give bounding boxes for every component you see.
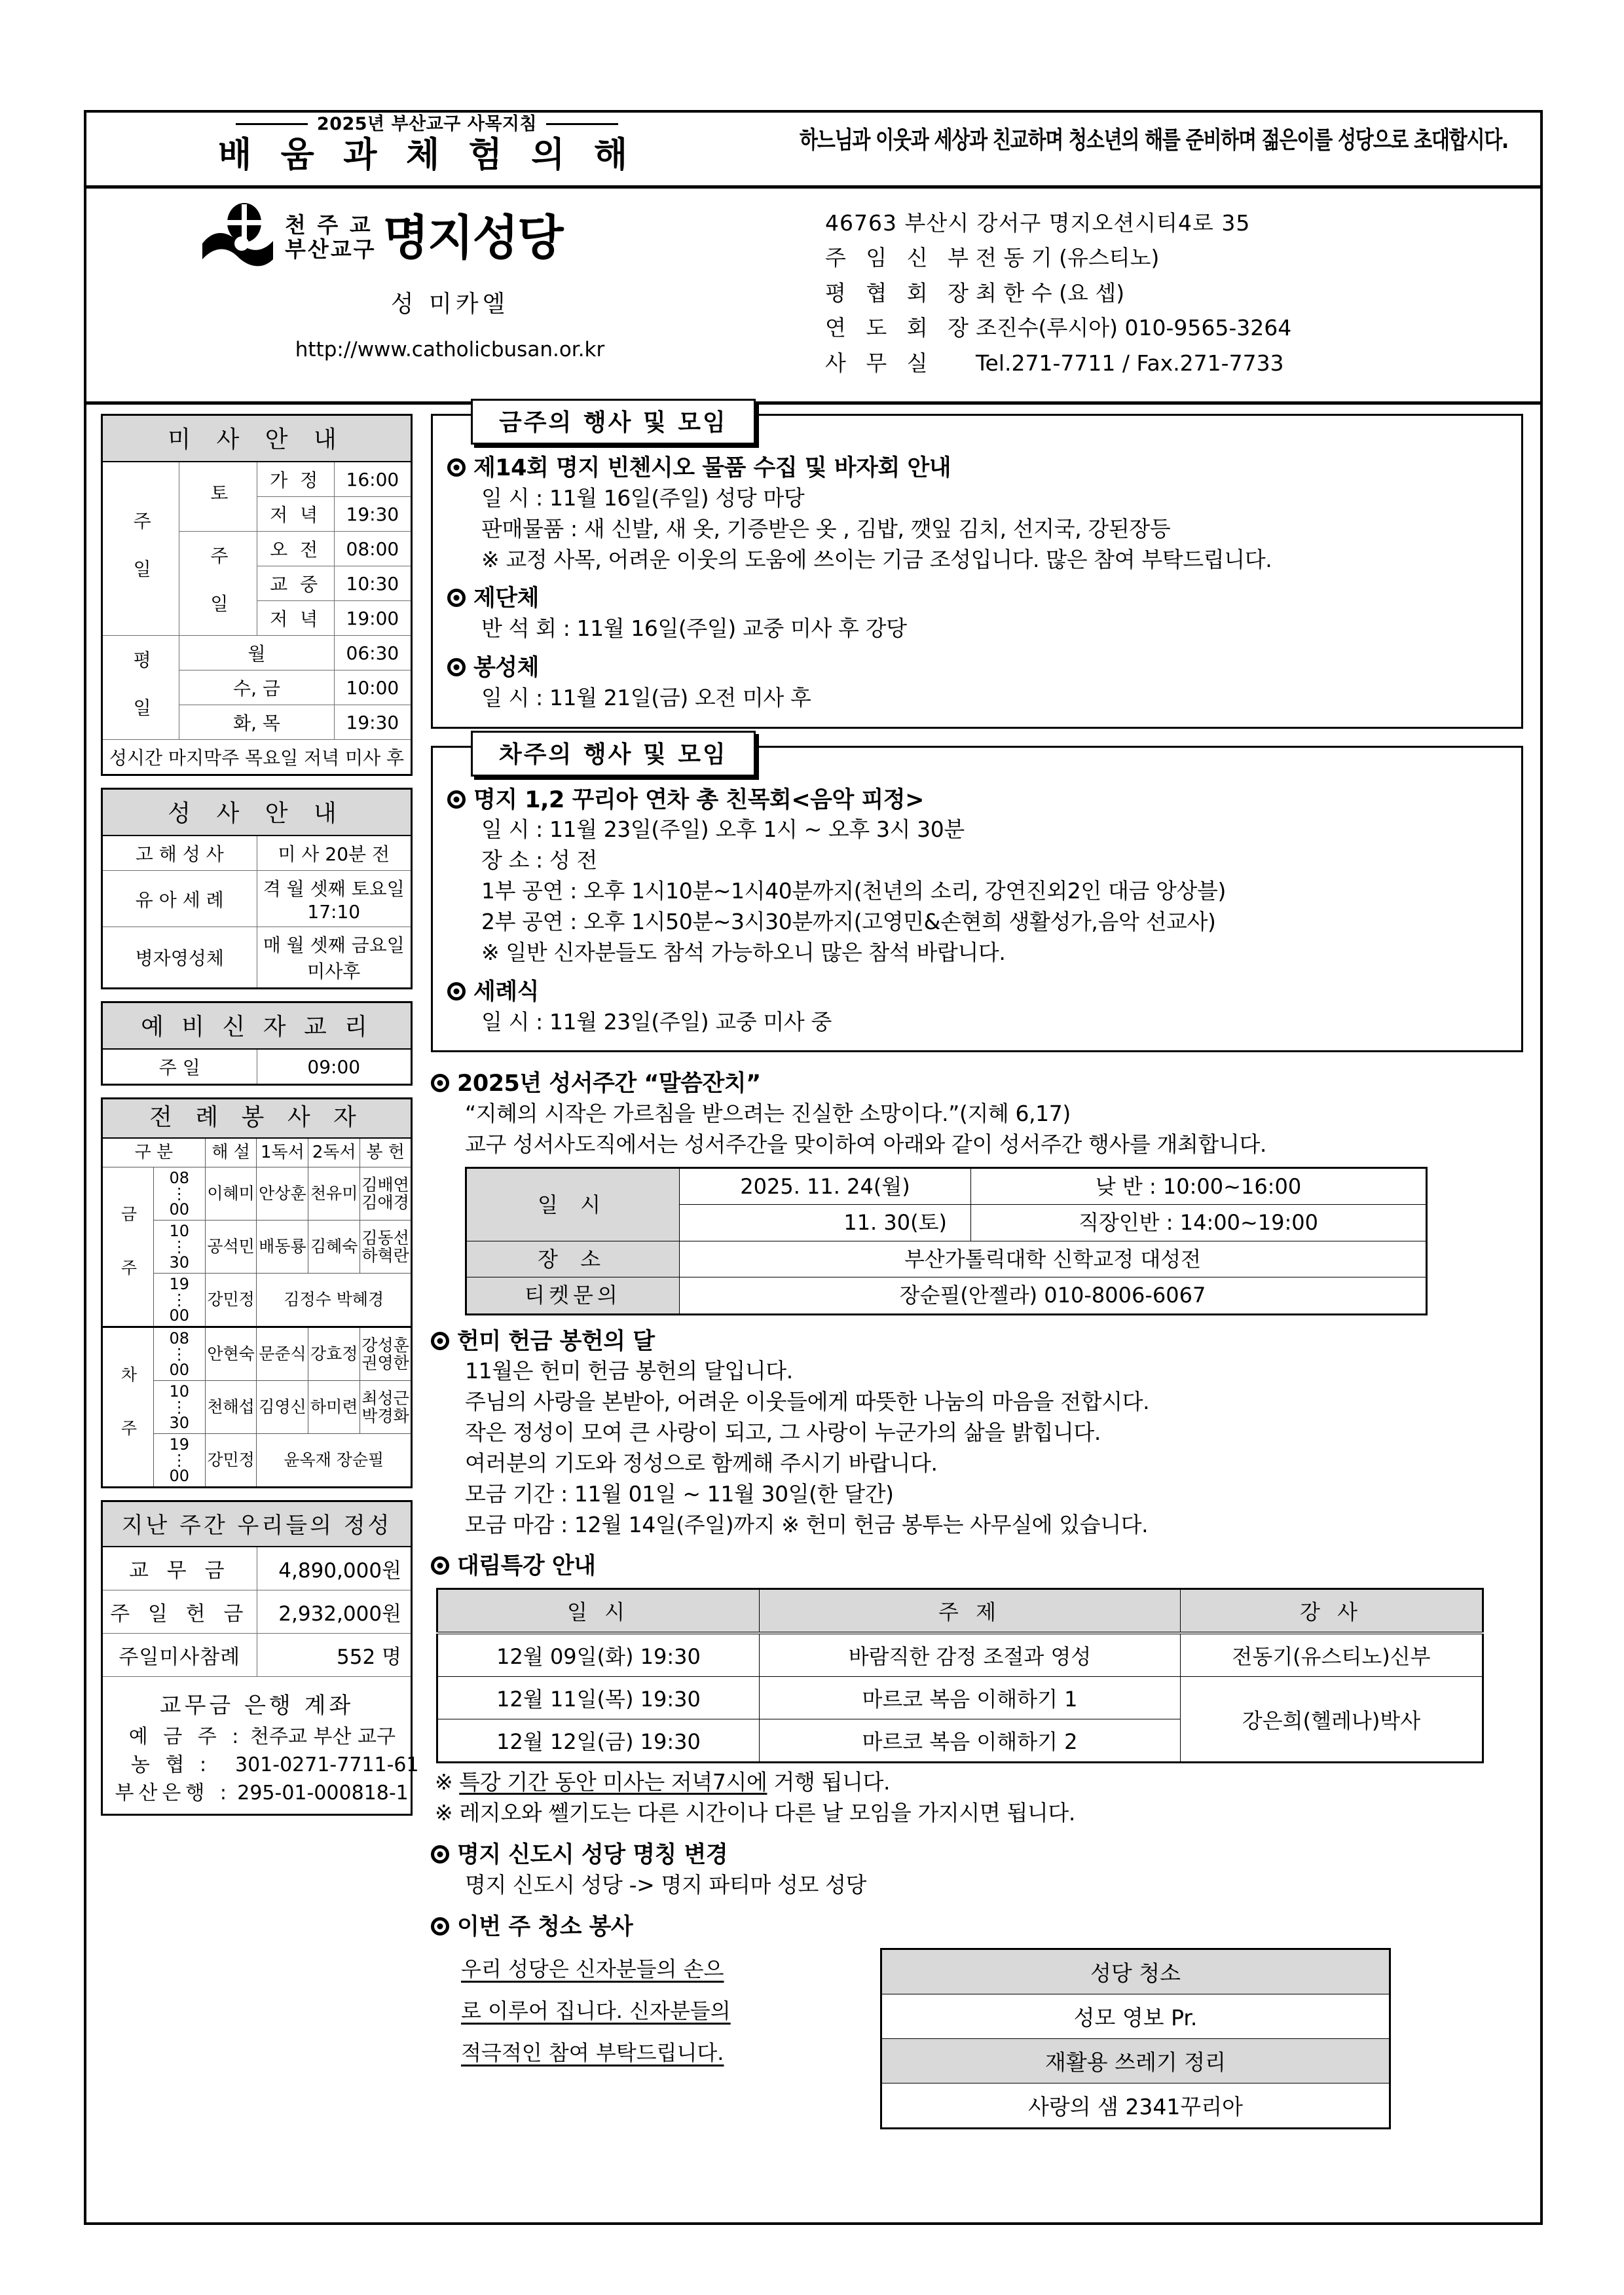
- table-row: [881, 1949, 1390, 1994]
- bible-slot-1: 낮 반 : 10:00~16:00: [971, 1167, 1427, 1204]
- bank-label: 농 협 :: [130, 1753, 212, 1777]
- note-mark-icon: ※: [435, 1800, 453, 1826]
- rename-line: 명지 신도시 성당 -> 명지 파티마 성모 성당: [465, 1871, 867, 1898]
- donation-line: 모금 마감 : 12월 14일(주일)까지 ※ 헌미 헌금 봉투는 사무실에 있습니다.: [465, 1511, 1149, 1537]
- server-reading1: 김영신: [257, 1381, 308, 1434]
- contact-row-council: [825, 276, 1540, 310]
- table-row: [102, 1167, 412, 1221]
- time-min: 00: [169, 1467, 190, 1486]
- time-hour: 10: [169, 1382, 190, 1401]
- event-line: 반 석 회 : 11월 16일(주일) 교중 미사 후 강당: [481, 615, 907, 642]
- event-line: 일 시 : 11월 23일(주일) 오후 1시 ~ 오후 3시 30분: [481, 817, 965, 843]
- advent-lecture-table: [436, 1588, 1484, 1763]
- bullet-dot-icon: [447, 790, 466, 809]
- server-reading2: 강효정: [308, 1327, 360, 1381]
- bible-week-heading-text: 2025년 성서주간 “말씀잔치”: [457, 1071, 761, 1097]
- cleaning-appeal-line: 적극적인 참여 부탁드립니다.: [461, 2040, 724, 2066]
- mass-time-cell: 10 ⋮ 30: [153, 1381, 205, 1434]
- bank-value: 천주교 부산 교구: [250, 1725, 396, 1749]
- website-url[interactable]: http://www.catholicbusan.or.kr: [295, 338, 605, 361]
- recycling-duty-title: 재활용 쓰레기 정리: [881, 2039, 1390, 2084]
- next-week-events-box: [431, 741, 1523, 1053]
- offering-name-2: 권영한: [361, 1353, 409, 1373]
- contact-label: 평 협 회 장: [825, 280, 975, 306]
- bible-date-2: 11. 30(토): [680, 1205, 971, 1241]
- mass-time: 10:30: [334, 566, 411, 601]
- note-mark-icon: ※: [435, 1769, 453, 1795]
- event-heading-text: 세례식: [473, 978, 539, 1005]
- time-min: 30: [169, 1414, 190, 1433]
- time-hour: 10: [169, 1222, 190, 1241]
- patron-saint: 성 미카엘: [390, 291, 509, 318]
- event-line: 장 소 : 성 전: [481, 847, 597, 873]
- bank-label: 예 금 주 :: [128, 1725, 244, 1749]
- col-header-division: 구 분: [102, 1138, 206, 1167]
- mass-kind: 수, 금: [179, 670, 335, 705]
- server-offering: [360, 1327, 412, 1381]
- bible-ticket-label: 티켓문의: [466, 1277, 680, 1314]
- this-week-events-title: 금주의 행사 및 모임: [471, 399, 756, 445]
- catechumen-title: 예 비 신 자 교 리: [102, 1002, 412, 1050]
- table-row: [881, 2039, 1390, 2084]
- mass-saturday-label: 토: [207, 483, 229, 505]
- mass-schedule-table: [101, 414, 413, 776]
- cleaning-duty-table: [880, 1948, 1391, 2129]
- body-columns: [86, 405, 1540, 2222]
- table-row: [466, 1241, 1427, 1277]
- mass-sunday-label: 주 일: [130, 511, 153, 581]
- bullet-dot-icon: [447, 589, 466, 607]
- event-item: [447, 978, 1507, 1038]
- offering-label: 주 일 헌 금: [102, 1590, 257, 1634]
- bible-week-intro: 교구 성서사도직에서는 성서주간을 맞이하여 아래와 같이 성서주간 행사를 개최합니다.: [465, 1131, 1267, 1158]
- server-commentary: 안현숙: [205, 1327, 257, 1381]
- cleaning-heading-text: 이번 주 청소 봉사: [457, 1913, 633, 1940]
- time-min: 00: [169, 1361, 190, 1380]
- event-line: ※ 교정 사목, 어려운 이웃의 도움에 쓰이는 기금 조성입니다. 많은 참여 부탁드립니다.: [481, 546, 1272, 572]
- church-wordmark: [285, 210, 563, 266]
- advent-item: [431, 1552, 1523, 1829]
- col-header-commentary: 해 설: [205, 1138, 257, 1167]
- cleaning-duty-group: 성모 영보 Pr.: [881, 1994, 1390, 2039]
- mass-time-cell: 19 ⋮ 00: [153, 1434, 205, 1488]
- bank-value: 301-0271-7711-61: [235, 1753, 419, 1777]
- server-merged: 윤옥재 장순필: [257, 1434, 412, 1488]
- server-offering: [360, 1167, 412, 1221]
- mass-sundayday-label: 주 일: [207, 546, 229, 616]
- donation-item: [431, 1327, 1523, 1541]
- left-column: [86, 405, 420, 2222]
- server-reading2: 김혜숙: [308, 1221, 360, 1274]
- sacrament-title: 성 사 안 내: [102, 789, 412, 836]
- advent-datetime: 12월 12일(금) 19:30: [437, 1719, 760, 1763]
- church-wordmark-small: [285, 213, 377, 262]
- church-logo-row: [201, 203, 563, 272]
- sacrament-value: 격 월 셋째 토요일 17:10: [257, 871, 412, 927]
- time-min: 00: [169, 1200, 190, 1219]
- table-row: [466, 1167, 1427, 1204]
- event-item: [447, 786, 1507, 968]
- bible-week-heading: [431, 1069, 1523, 1099]
- church-name: 명지성당: [382, 210, 563, 266]
- masthead: [86, 113, 1540, 189]
- bullet-dot-icon: [431, 1332, 449, 1350]
- this-week-events-box: [431, 409, 1523, 729]
- bible-place-label: 장 소: [466, 1241, 680, 1277]
- catechumen-time: 09:00: [257, 1049, 412, 1085]
- bullet-dot-icon: [431, 1917, 449, 1936]
- donation-line: 여러분의 기도와 정성으로 함께해 주시기 바랍니다.: [465, 1450, 938, 1476]
- col-header-reading1: 1독서: [257, 1138, 308, 1167]
- event-heading-text: 제14회 명지 빈첸시오 물품 수집 및 바자회 안내: [473, 455, 951, 481]
- bullet-dot-icon: [431, 1556, 449, 1575]
- bullet-dot-icon: [431, 1074, 449, 1092]
- sacrament-label: 병자영성체: [102, 927, 257, 989]
- next-week-events-title: 차주의 행사 및 모임: [471, 731, 756, 777]
- bank-label: 부산은행 :: [115, 1781, 232, 1805]
- col-header-reading2: 2독서: [308, 1138, 360, 1167]
- advent-topic: 마르코 복음 이해하기 1: [760, 1677, 1181, 1719]
- table-row: [881, 1994, 1390, 2039]
- mass-time: 19:00: [334, 601, 411, 636]
- advent-note-rest: 레지오와 쎌기도는 다른 시간이나 다른 날 모임을 가지시면 됩니다.: [459, 1800, 1075, 1826]
- mass-kind: 저 녁: [257, 497, 334, 532]
- donation-line: 작은 정성이 모여 큰 사랑이 되고, 그 사랑이 누군가의 삶을 밝힙니다.: [465, 1420, 1101, 1446]
- offering-name-1: 강성훈: [361, 1335, 409, 1355]
- mass-kind: 오 전: [257, 532, 334, 566]
- contact-label: 주 임 신 부: [825, 245, 975, 271]
- advent-note-2: [435, 1798, 1523, 1829]
- event-line: 일 시 : 11월 21일(금) 오전 미사 후: [481, 684, 811, 710]
- contact-value: Tel.271-7711 / Fax.271-7733: [976, 350, 1284, 376]
- bullet-dot-icon: [447, 658, 466, 676]
- contact-label: 사 무 실: [825, 350, 934, 376]
- advent-col-lecturer: 강 사: [1181, 1589, 1483, 1634]
- contact-label: 연 도 회 장: [825, 315, 975, 341]
- time-min: 30: [169, 1253, 190, 1272]
- offering-value: 4,890,000원: [257, 1547, 412, 1590]
- cleaning-appeal-line: 우리 성당은 신자분들의 손으: [461, 1956, 724, 1982]
- event-heading: [447, 786, 1507, 815]
- identity-left: [86, 189, 813, 401]
- server-commentary: 이혜미: [205, 1167, 257, 1221]
- table-row: [437, 1677, 1483, 1719]
- server-commentary: 천해섭: [205, 1381, 257, 1434]
- mass-time: 16:00: [334, 462, 411, 497]
- bible-ticket-value: 장순필(안젤라) 010-8006-6067: [680, 1277, 1427, 1314]
- wordmark-diocese: 부산교구: [285, 236, 377, 262]
- rename-item: [431, 1841, 1523, 1901]
- mass-time-cell: 08 ⋮ 00: [153, 1167, 205, 1221]
- offerings-table: [101, 1500, 419, 1816]
- rule-left: [236, 123, 308, 125]
- table-header-row: [437, 1589, 1483, 1634]
- pastoral-guideline: [236, 115, 618, 133]
- offering-name-1: 김동선: [361, 1228, 409, 1247]
- event-heading: [447, 584, 1507, 614]
- event-item: [447, 454, 1507, 575]
- event-line: 2부 공연 : 오후 1시50분~3시30분까지(고영민&손현희 생활성가,음악 선교사): [481, 909, 1216, 935]
- bible-place-value: 부산가톨릭대학 신학교정 대성전: [680, 1241, 1427, 1277]
- server-offering: [360, 1221, 412, 1274]
- offering-label: 주일미사참례: [102, 1634, 257, 1677]
- bible-week-item: [431, 1069, 1523, 1315]
- bank-value: 295-01-000818-1: [237, 1781, 409, 1805]
- offering-name-1: 최성근: [361, 1388, 409, 1408]
- col-header-offering: 봉 헌: [360, 1138, 412, 1167]
- bible-week-quote: “지혜의 시작은 가르침을 받으려는 진실한 소망이다.”(지혜 6,17): [465, 1101, 1071, 1127]
- server-commentary: 강민정: [205, 1434, 257, 1488]
- contact-value: 최 한 수 (요 셉): [976, 280, 1125, 306]
- cleaning-appeal-line: 로 이루어 집니다. 신자분들의: [461, 1998, 731, 2024]
- offering-name-1: 김배연: [361, 1175, 409, 1194]
- advent-heading-text: 대림특강 안내: [457, 1553, 596, 1580]
- event-heading-text: 명지 1,2 꾸리아 연차 총 친목회<음악 피정>: [473, 786, 924, 813]
- sacrament-label: 고 해 성 사: [102, 835, 257, 871]
- bank-row-nonghyup: [103, 1752, 419, 1780]
- offering-value: 552 명: [257, 1634, 412, 1677]
- cleaning-item: [431, 1913, 1523, 2130]
- time-min: 00: [169, 1306, 190, 1325]
- year-theme-title: 배 움 과 체 험 의 해: [217, 135, 637, 175]
- offering-name-2: 하혁란: [361, 1246, 409, 1266]
- advent-topic: 마르코 복음 이해하기 2: [760, 1719, 1181, 1763]
- bullet-dot-icon: [447, 982, 466, 1001]
- rename-heading: [431, 1841, 1523, 1870]
- liturgy-servers-title: 전 례 봉 사 자: [102, 1099, 412, 1139]
- event-line: 판매물품 : 새 신발, 새 옷, 기증받은 옷 , 김밥, 깻잎 김치, 선지국, 강된장등: [481, 515, 1171, 542]
- sacrament-table: [101, 788, 413, 989]
- this-week-label: 금 주: [118, 1205, 138, 1285]
- bank-row-busanbank: [103, 1780, 411, 1814]
- advent-datetime: 12월 09일(화) 19:30: [437, 1633, 760, 1677]
- donation-line: 모금 기간 : 11월 01일 ~ 11월 30일(한 달간): [465, 1480, 894, 1507]
- event-heading: [447, 978, 1507, 1007]
- event-item: [447, 653, 1507, 714]
- server-reading1: 안상훈: [257, 1167, 308, 1221]
- mass-time: 10:00: [334, 670, 411, 705]
- mass-weekday-label: 평 일: [130, 650, 153, 720]
- cleaning-appeal-text: [461, 1948, 854, 2074]
- table-row: [437, 1633, 1483, 1677]
- table-row: [881, 2084, 1390, 2129]
- bible-datetime-label: 일 시: [466, 1167, 680, 1241]
- mass-time: 19:30: [334, 497, 411, 532]
- event-heading-text: 봉성체: [473, 655, 539, 682]
- identity-band: [86, 189, 1540, 405]
- event-line: 일 시 : 11월 23일(주일) 교중 미사 중: [481, 1008, 832, 1035]
- mass-time: 08:00: [334, 532, 411, 566]
- cleaning-heading: [431, 1913, 1523, 1942]
- table-row: [102, 1327, 412, 1381]
- cleaning-duty-title: 성당 청소: [881, 1949, 1390, 1994]
- event-heading-text: 제단체: [473, 585, 539, 612]
- server-reading2: 하미련: [308, 1381, 360, 1434]
- mass-time-cell: 08 ⋮ 00: [153, 1327, 205, 1381]
- mass-time-cell: 10 ⋮ 30: [153, 1221, 205, 1274]
- table-row: [466, 1277, 1427, 1314]
- right-column: [420, 405, 1540, 2222]
- server-offering: [360, 1381, 412, 1434]
- offering-label: 교 무 금: [102, 1547, 257, 1590]
- bullet-dot-icon: [447, 458, 466, 477]
- masthead-right: [767, 113, 1540, 185]
- mass-kind: 저 녁: [257, 601, 334, 636]
- advent-note-rest: 거행 됩니다.: [767, 1769, 891, 1795]
- offering-value: 2,932,000원: [257, 1590, 412, 1634]
- time-hour: 08: [169, 1329, 190, 1348]
- bible-slot-2: 직장인반 : 14:00~19:00: [971, 1205, 1427, 1241]
- advent-note-1: [435, 1767, 1523, 1798]
- sacrament-label: 유 아 세 례: [102, 871, 257, 927]
- contact-row-pastor: [825, 240, 1540, 275]
- mass-kind: 월: [179, 636, 335, 670]
- mass-kind: 화, 목: [179, 705, 335, 740]
- wordmark-catholic: 천 주 교: [285, 212, 373, 238]
- identity-right: [813, 189, 1540, 401]
- contact-value: 조진수(루시아) 010-9565-3264: [976, 315, 1292, 341]
- advent-col-datetime: 일 시: [437, 1589, 760, 1634]
- offerings-title: 지난 주간 우리들의 정성: [102, 1501, 412, 1547]
- cleaning-content: [431, 1948, 1523, 2129]
- recycling-duty-group: 사랑의 샘 2341꾸리아: [881, 2084, 1390, 2129]
- next-week-label: 차 주: [118, 1365, 138, 1445]
- advent-topic: 바람직한 감정 조절과 영성: [760, 1633, 1181, 1677]
- diocese-logo-icon: [201, 203, 274, 272]
- rename-heading-text: 명지 신도시 성당 명칭 변경: [457, 1841, 728, 1868]
- sacrament-value: 매 월 셋째 금요일 미사후: [257, 927, 412, 989]
- server-merged: 김정수 박혜경: [257, 1274, 412, 1327]
- server-reading1: 배동룡: [257, 1221, 308, 1274]
- pastoral-guideline-text: 2025년 부산교구 사목지침: [316, 114, 538, 134]
- time-hour: 19: [169, 1435, 190, 1454]
- advent-lecturer: 강은희(헬레나)박사: [1181, 1677, 1483, 1763]
- advent-datetime: 12월 11일(목) 19:30: [437, 1677, 760, 1719]
- liturgy-servers-table: [101, 1097, 413, 1488]
- event-heading: [447, 653, 1507, 683]
- contact-row-office: [825, 346, 1540, 380]
- bank-account-title: 교무금 은행 계좌: [159, 1693, 354, 1719]
- donation-heading-text: 헌미 헌금 봉헌의 달: [457, 1328, 655, 1355]
- advent-lecturer: 전동기(유스티노)신부: [1181, 1633, 1483, 1677]
- mass-schedule-title: 미 사 안 내: [102, 415, 412, 462]
- mass-time: 06:30: [334, 636, 411, 670]
- advent-col-topic: 주 제: [760, 1589, 1181, 1634]
- event-line: 일 시 : 11월 16일(주일) 성당 마당: [481, 485, 805, 511]
- sacrament-value: 미 사 20분 전: [257, 835, 412, 871]
- bullet-dot-icon: [431, 1845, 449, 1864]
- mass-kind: 가 정: [257, 462, 334, 497]
- time-hour: 08: [169, 1169, 190, 1188]
- contact-row-funeral: [825, 310, 1540, 345]
- advent-note-underlined: 특강 기간 동안 미사는 저녁7시에: [459, 1769, 767, 1795]
- advent-heading: [431, 1552, 1523, 1581]
- donation-line: 주님의 사랑을 본받아, 어려운 이웃들에게 따뜻한 나눔의 마음을 전합시다.: [465, 1389, 1150, 1415]
- catechumen-table: [101, 1001, 413, 1086]
- donation-heading: [431, 1327, 1523, 1357]
- mass-holy-hour-note: 성시간 마지막주 목요일 저녁 미사 후: [102, 740, 412, 775]
- bank-row-holder: [103, 1723, 411, 1752]
- mass-kind: 교 중: [257, 566, 334, 601]
- mass-time: 19:30: [334, 705, 411, 740]
- server-reading1: 문준식: [257, 1327, 308, 1381]
- masthead-left: [86, 113, 767, 185]
- rule-right: [546, 123, 618, 125]
- bible-date-1: 2025. 11. 24(월): [680, 1167, 971, 1204]
- event-item: [447, 584, 1507, 644]
- server-commentary: 공석민: [205, 1221, 257, 1274]
- diocese-slogan: 하느님과 이웃과 세상과 친교하며 청소년의 해를 준비하며 젊은이를 성당으로 초대합시다.: [799, 126, 1508, 154]
- bible-week-table: [465, 1167, 1428, 1315]
- event-line: 1부 공연 : 오후 1시10분~1시40분까지(천년의 소리, 강연진외2인 대금 앙상블): [481, 878, 1226, 904]
- server-reading2: 천유미: [308, 1167, 360, 1221]
- event-heading: [447, 454, 1507, 483]
- time-hour: 19: [169, 1275, 190, 1294]
- offering-name-2: 김애경: [361, 1193, 409, 1213]
- catechumen-day: 주 일: [102, 1049, 257, 1085]
- event-line: ※ 일반 신자분들도 참석 가능하오니 많은 참석 바랍니다.: [481, 939, 1006, 965]
- church-address: 46763 부산시 강서구 명지오션시티4로 35: [825, 210, 1251, 236]
- contact-value: 전 동 기 (유스티노): [976, 245, 1160, 271]
- server-commentary: 강민정: [205, 1274, 257, 1327]
- mass-time-cell: 19 ⋮ 00: [153, 1274, 205, 1327]
- offering-name-2: 박경화: [361, 1406, 409, 1426]
- donation-line: 11월은 헌미 헌금 봉헌의 달입니다.: [465, 1358, 793, 1384]
